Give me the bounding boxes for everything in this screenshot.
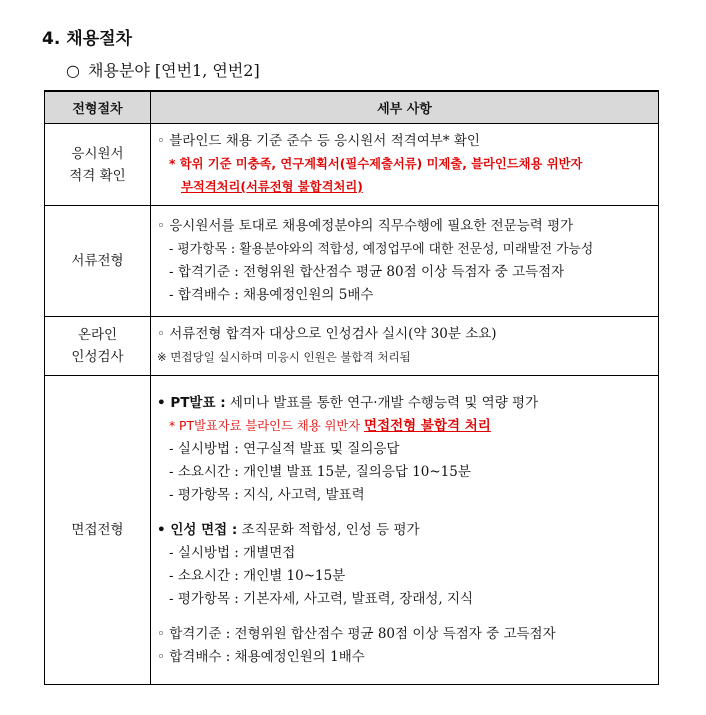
stage-cell: [45, 376, 151, 685]
detail-line: - 소요시간 : 개인별 발표 15분, 질의응답 10~15분: [169, 463, 471, 480]
interview-heading-label: • 인성 면접 :: [157, 521, 238, 538]
header-detail: 세부 사항: [151, 91, 659, 124]
detail-line: - 평가항목 : 지식, 사고력, 발표력: [169, 486, 365, 503]
stage-label: 인성검사: [71, 349, 124, 365]
section-title: 채용절차: [66, 29, 132, 49]
warning-line: * 학위 기준 미충족, 연구계획서(필수제출서류) 미제출, 블라인드채용 위반자: [169, 157, 583, 171]
pt-warning: [157, 415, 652, 438]
pt-heading: [157, 392, 652, 415]
detail-line: ◦ 서류전형 합격자 대상으로 인성검사 실시(약 30분 소요): [157, 326, 497, 342]
header-stage: 전형절차: [45, 91, 151, 124]
procedure-table: [44, 90, 659, 685]
detail-line: - 평가항목 : 기본자세, 사고력, 발표력, 장래성, 지식: [169, 590, 474, 607]
detail-cell: [151, 317, 659, 376]
subsection-heading: [66, 58, 260, 81]
note-line: ※ 면접당일 실시하며 미응시 인원은 불합격 처리됨: [157, 350, 411, 364]
detail-line: ◦ 블라인드 채용 기준 준수 등 응시원서 적격여부* 확인: [157, 133, 480, 149]
detail-line: ◦ 합격배수 : 채용예정인원의 1배수: [157, 648, 365, 665]
detail-line: - 실시방법 : 연구실적 발표 및 질의응답: [169, 440, 400, 457]
detail-cell: [151, 124, 659, 206]
subsection-text: 채용분야 [연번1, 연번2]: [87, 61, 260, 80]
detail-cell: [151, 206, 659, 317]
stage-label: 면접전형: [71, 522, 124, 538]
detail-line: - 평가항목 : 활용분야와의 적합성, 예정업무에 대한 전문성, 미래발전 가능성: [169, 242, 594, 257]
stage-cell: [45, 206, 151, 317]
stage-cell: [45, 124, 151, 206]
table-header-row: [45, 91, 659, 124]
section-number: 4.: [42, 29, 61, 49]
table-row: [45, 317, 659, 376]
detail-line: - 합격배수 : 채용예정인원의 5배수: [169, 287, 374, 303]
stage-label: 온라인: [77, 327, 118, 343]
detail-line: ◦ 합격기준 : 전형위원 합산점수 평균 80점 이상 득점자 중 고득점자: [157, 625, 556, 642]
interview-heading-text: 조직문화 적합성, 인성 등 평가: [237, 521, 420, 538]
pt-heading-text: 세미나 발표를 통한 연구·개발 수행능력 및 역량 평가: [225, 394, 539, 411]
detail-line: - 소요시간 : 개인별 10~15분: [169, 567, 346, 584]
pt-warning-emphasis: 면접전형 불합격 처리: [364, 417, 491, 434]
detail-line: ◦ 응시원서를 토대로 채용예정분야의 직무수행에 필요한 전문능력 평가: [157, 218, 574, 234]
warning-line: 부적격처리(서류전형 불합격처리): [181, 180, 363, 194]
stage-cell: [45, 317, 151, 376]
circle-bullet-icon: ○: [66, 61, 80, 80]
table-row: [45, 376, 659, 685]
section-heading: [42, 24, 132, 49]
pt-heading-label: • PT발표 :: [157, 394, 226, 411]
table-row: [45, 206, 659, 317]
interview-heading: [157, 519, 652, 542]
table-row: [45, 124, 659, 206]
stage-label: 응시원서: [71, 145, 124, 162]
pt-warning-text: * PT발표자료 블라인드 채용 위반자: [169, 418, 365, 433]
detail-line: - 실시방법 : 개별면접: [169, 544, 296, 561]
detail-line: - 합격기준 : 전형위원 합산점수 평균 80점 이상 득점자 중 고득점자: [169, 264, 565, 280]
stage-label: 적격 확인: [69, 167, 126, 184]
stage-label: 서류전형: [71, 253, 124, 269]
detail-cell: [151, 376, 659, 685]
